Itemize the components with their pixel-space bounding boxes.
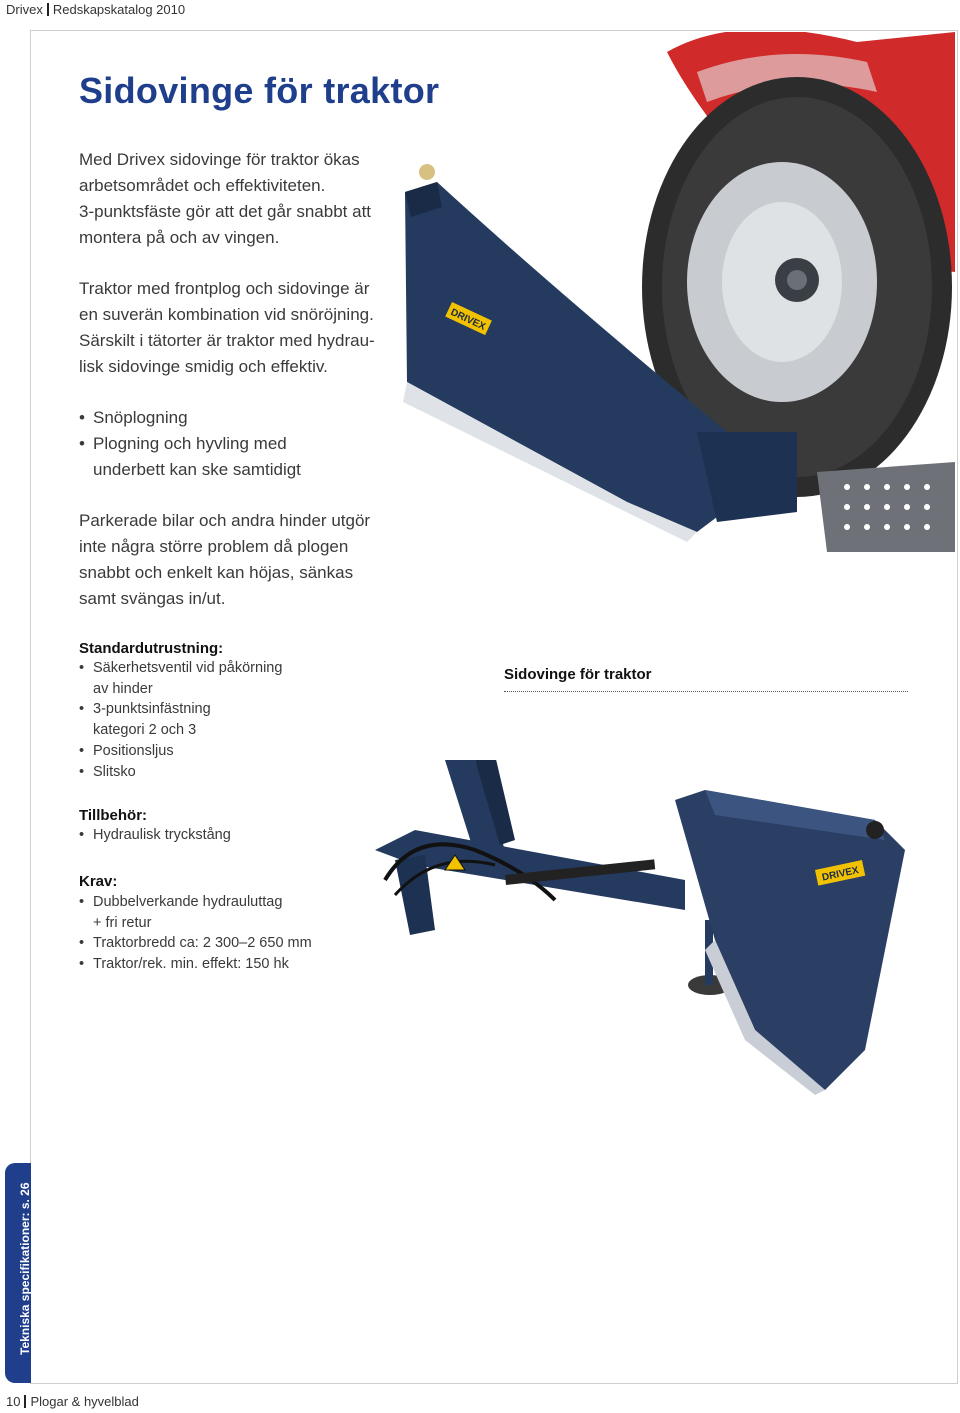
list-item bbox=[79, 431, 301, 483]
page-header bbox=[6, 2, 185, 17]
parking-line: snabbt och enkelt kan höjas, sänkas bbox=[79, 563, 354, 582]
intro-paragraph-2 bbox=[79, 276, 375, 380]
intro2-line: Traktor med frontplog och sidovinge är bbox=[79, 279, 370, 298]
parking-line: inte några större problem då plogen bbox=[79, 537, 349, 556]
list-item: • Slitsko bbox=[79, 762, 282, 783]
footer-section: Plogar & hyvelblad bbox=[30, 1394, 139, 1409]
list-item-line: Dubbelverkande hydrauluttag bbox=[93, 894, 283, 910]
intro2-line: en suverän kombination vid snöröjning. bbox=[79, 305, 374, 324]
intro1-line: 3-punktsfäste gör att det går snabbt att bbox=[79, 202, 372, 221]
standard-heading: Standardutrustning: bbox=[79, 640, 224, 657]
parking-line: samt svängas in/ut. bbox=[79, 589, 226, 608]
page-footer bbox=[6, 1394, 139, 1409]
header-divider bbox=[47, 3, 49, 16]
requirements-list bbox=[79, 892, 312, 975]
uses-list bbox=[79, 405, 301, 483]
list-item: • Traktor/rek. min. effekt: 150 hk bbox=[79, 954, 312, 975]
intro1-line: arbetsområdet och effektiviteten. bbox=[79, 176, 326, 195]
list-item: • Snöplogning bbox=[79, 405, 301, 431]
list-item-line: av hinder bbox=[93, 680, 153, 697]
parking-line: Parkerade bilar och andra hinder utgör bbox=[79, 511, 371, 530]
parking-paragraph bbox=[79, 508, 370, 612]
drivex-logo-top: DRIVEX bbox=[448, 307, 488, 333]
header-brand: Drivex bbox=[6, 2, 43, 17]
header-catalog: Redskapskatalog 2010 bbox=[52, 2, 186, 17]
tractor-sidewing-photo bbox=[397, 32, 955, 602]
list-item: • Positionsljus bbox=[79, 741, 282, 762]
list-item-line: 3-punktsinfästning bbox=[93, 701, 211, 718]
intro1-line: montera på och av vingen. bbox=[79, 228, 280, 247]
accessories-heading: Tillbehör: bbox=[79, 807, 148, 824]
list-item bbox=[79, 699, 282, 740]
page-title: Sidovinge för traktor bbox=[79, 70, 440, 111]
list-item bbox=[79, 892, 312, 933]
intro2-line: Särskilt i tätorter är traktor med hydrau- bbox=[79, 331, 375, 350]
list-item-line: + fri retur bbox=[93, 914, 152, 931]
requirements-heading: Krav: bbox=[79, 873, 118, 890]
page-number: 10 bbox=[6, 1394, 21, 1409]
intro1-line: Med Drivex sidovinge för traktor ökas bbox=[79, 150, 360, 169]
intro-paragraph-1 bbox=[79, 147, 371, 251]
sidewing-implement-photo bbox=[355, 760, 915, 1095]
footer-divider bbox=[24, 1395, 26, 1408]
list-item-line: kategori 2 och 3 bbox=[93, 722, 197, 739]
list-item-line: Plogning och hyvling med bbox=[93, 434, 287, 453]
spec-reference-label[interactable]: Tekniska specifikationer: s. 26 bbox=[18, 1182, 32, 1355]
list-item bbox=[79, 658, 282, 699]
photo-caption: Sidovinge för traktor bbox=[504, 666, 652, 683]
standard-list bbox=[79, 658, 282, 782]
intro2-line: lisk sidovinge smidig och effektiv. bbox=[79, 357, 328, 376]
accessories-list bbox=[79, 825, 231, 846]
list-item-line: underbett kan ske samtidigt bbox=[93, 460, 301, 479]
list-item: • Traktorbredd ca: 2 300–2 650 mm bbox=[79, 933, 312, 954]
drivex-logo-bottom: DRIVEX bbox=[821, 865, 860, 884]
list-item: • Hydraulisk tryckstång bbox=[79, 825, 231, 846]
list-item-line: Säkerhetsventil vid påkörning bbox=[93, 660, 283, 676]
caption-divider bbox=[504, 691, 908, 692]
